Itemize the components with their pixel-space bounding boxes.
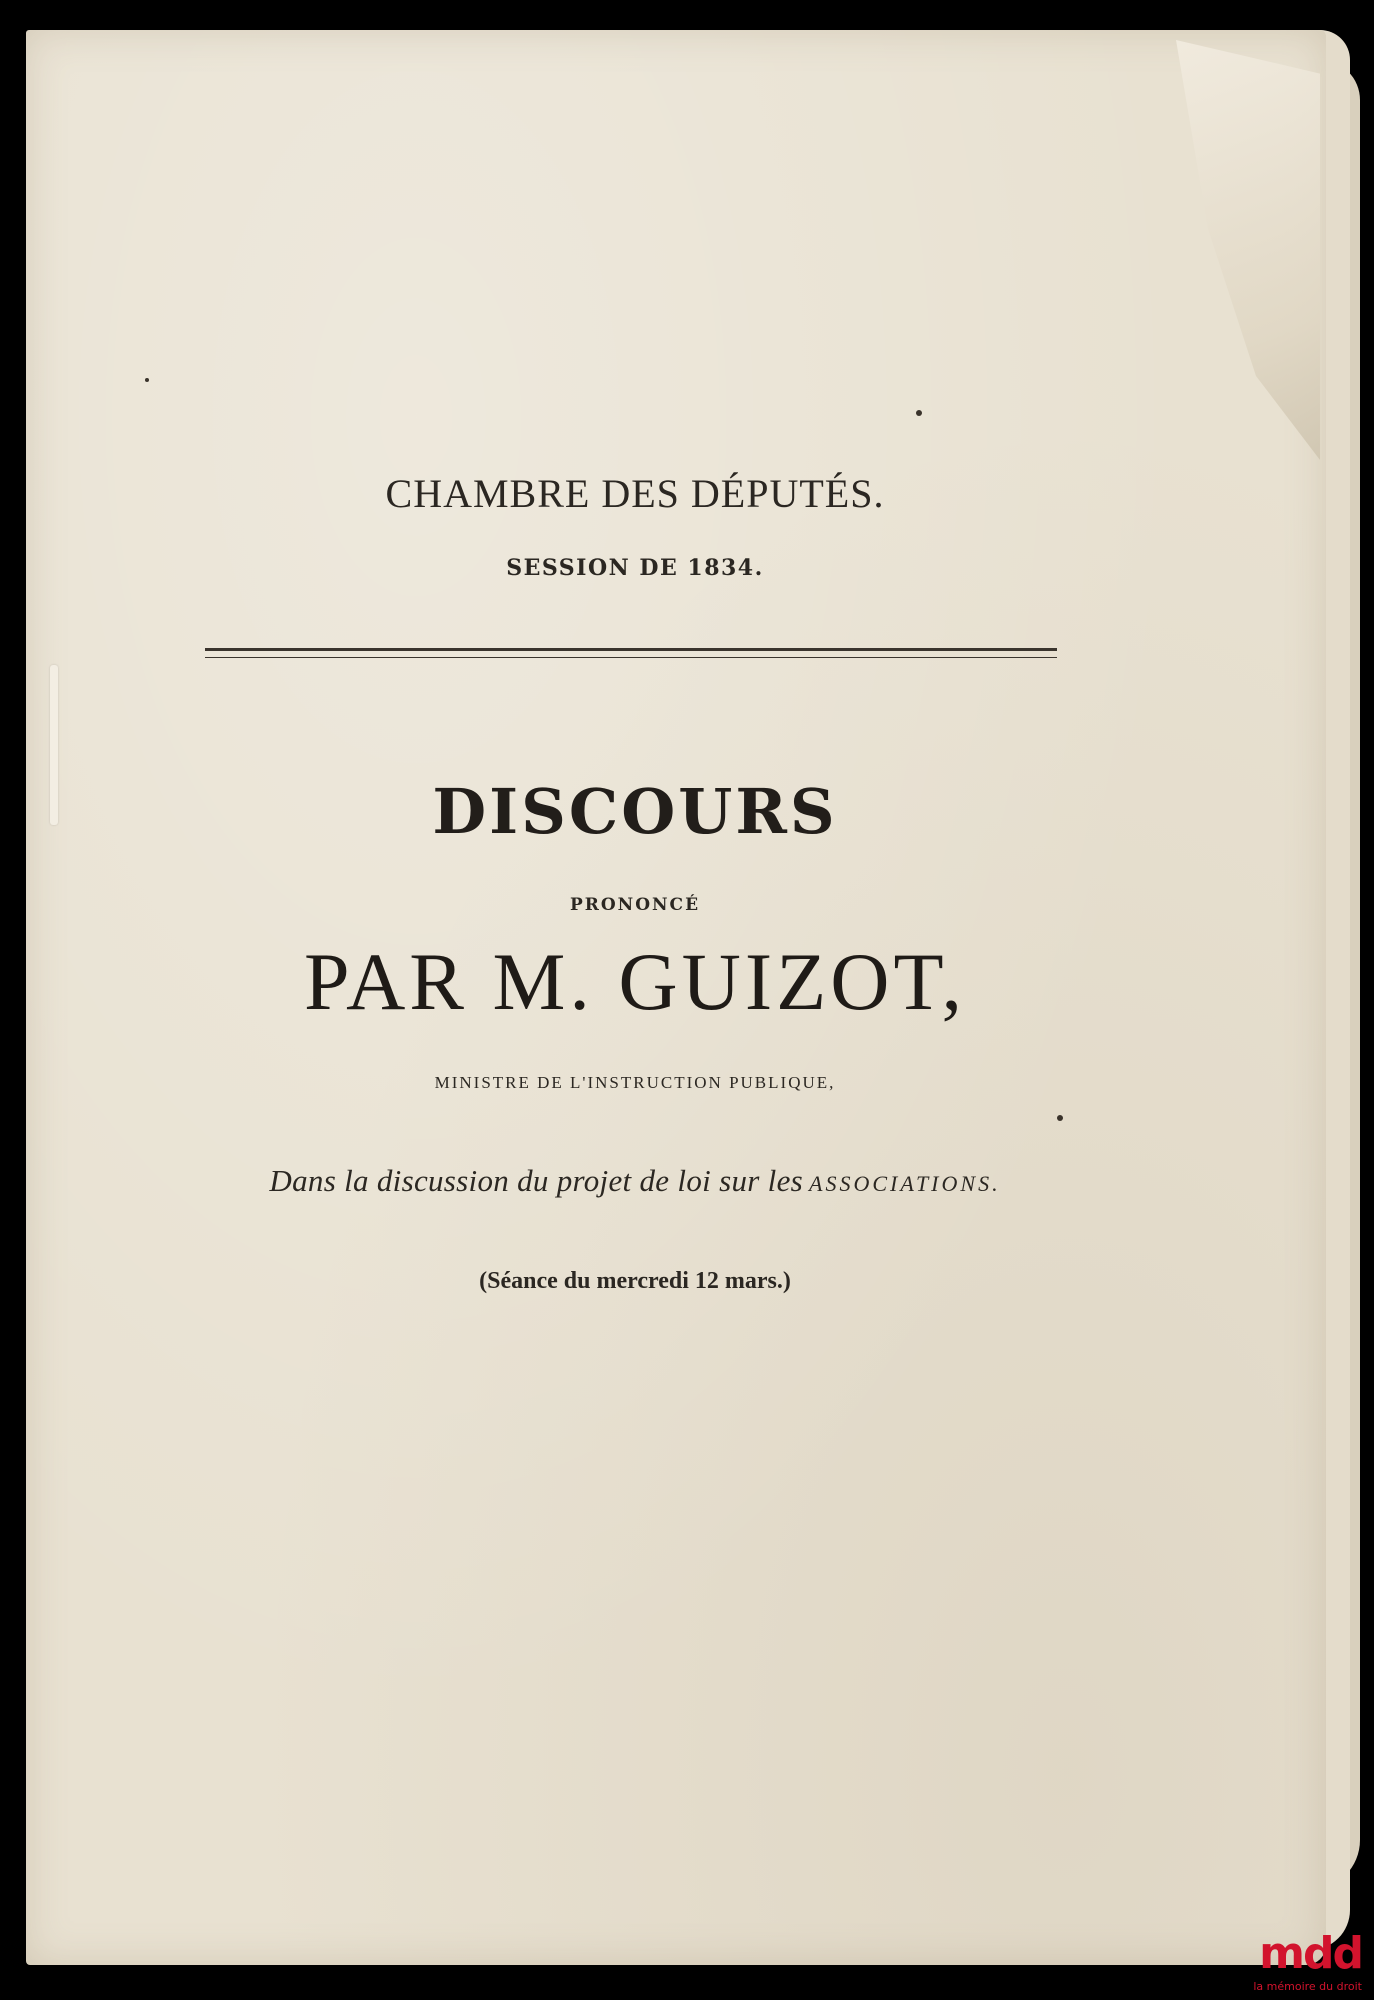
speaker-name: PAR M. GUIZOT, (304, 936, 966, 1027)
sitting-date: (Séance du mercredi 12 mars.) (479, 1268, 791, 1294)
mdd-tagline: la mémoire du droit (1253, 1980, 1362, 1993)
context-line (0, 1163, 1270, 1199)
ink-speck (145, 378, 149, 382)
context-text: Dans la discussion du projet de loi sur les (269, 1163, 803, 1198)
session-line: SESSION DE 1834. (506, 555, 764, 581)
document-title: DISCOURS (432, 775, 838, 848)
chamber-heading: CHAMBRE DES DÉPUTÉS. (385, 471, 885, 516)
mdd-logo-mark: mdd (1259, 1928, 1362, 1979)
pronounced-line: PRONONCÉ (569, 895, 701, 915)
ink-speck (916, 410, 922, 416)
divider-rule (205, 648, 1057, 651)
ink-speck (1057, 1115, 1063, 1121)
context-subject: ASSOCIATIONS. (809, 1171, 1001, 1196)
speaker-role: MINISTRE DE L'INSTRUCTION PUBLIQUE, (434, 1073, 836, 1092)
watermark-logo (1212, 1930, 1362, 2000)
divider-rule-thin (205, 657, 1057, 658)
